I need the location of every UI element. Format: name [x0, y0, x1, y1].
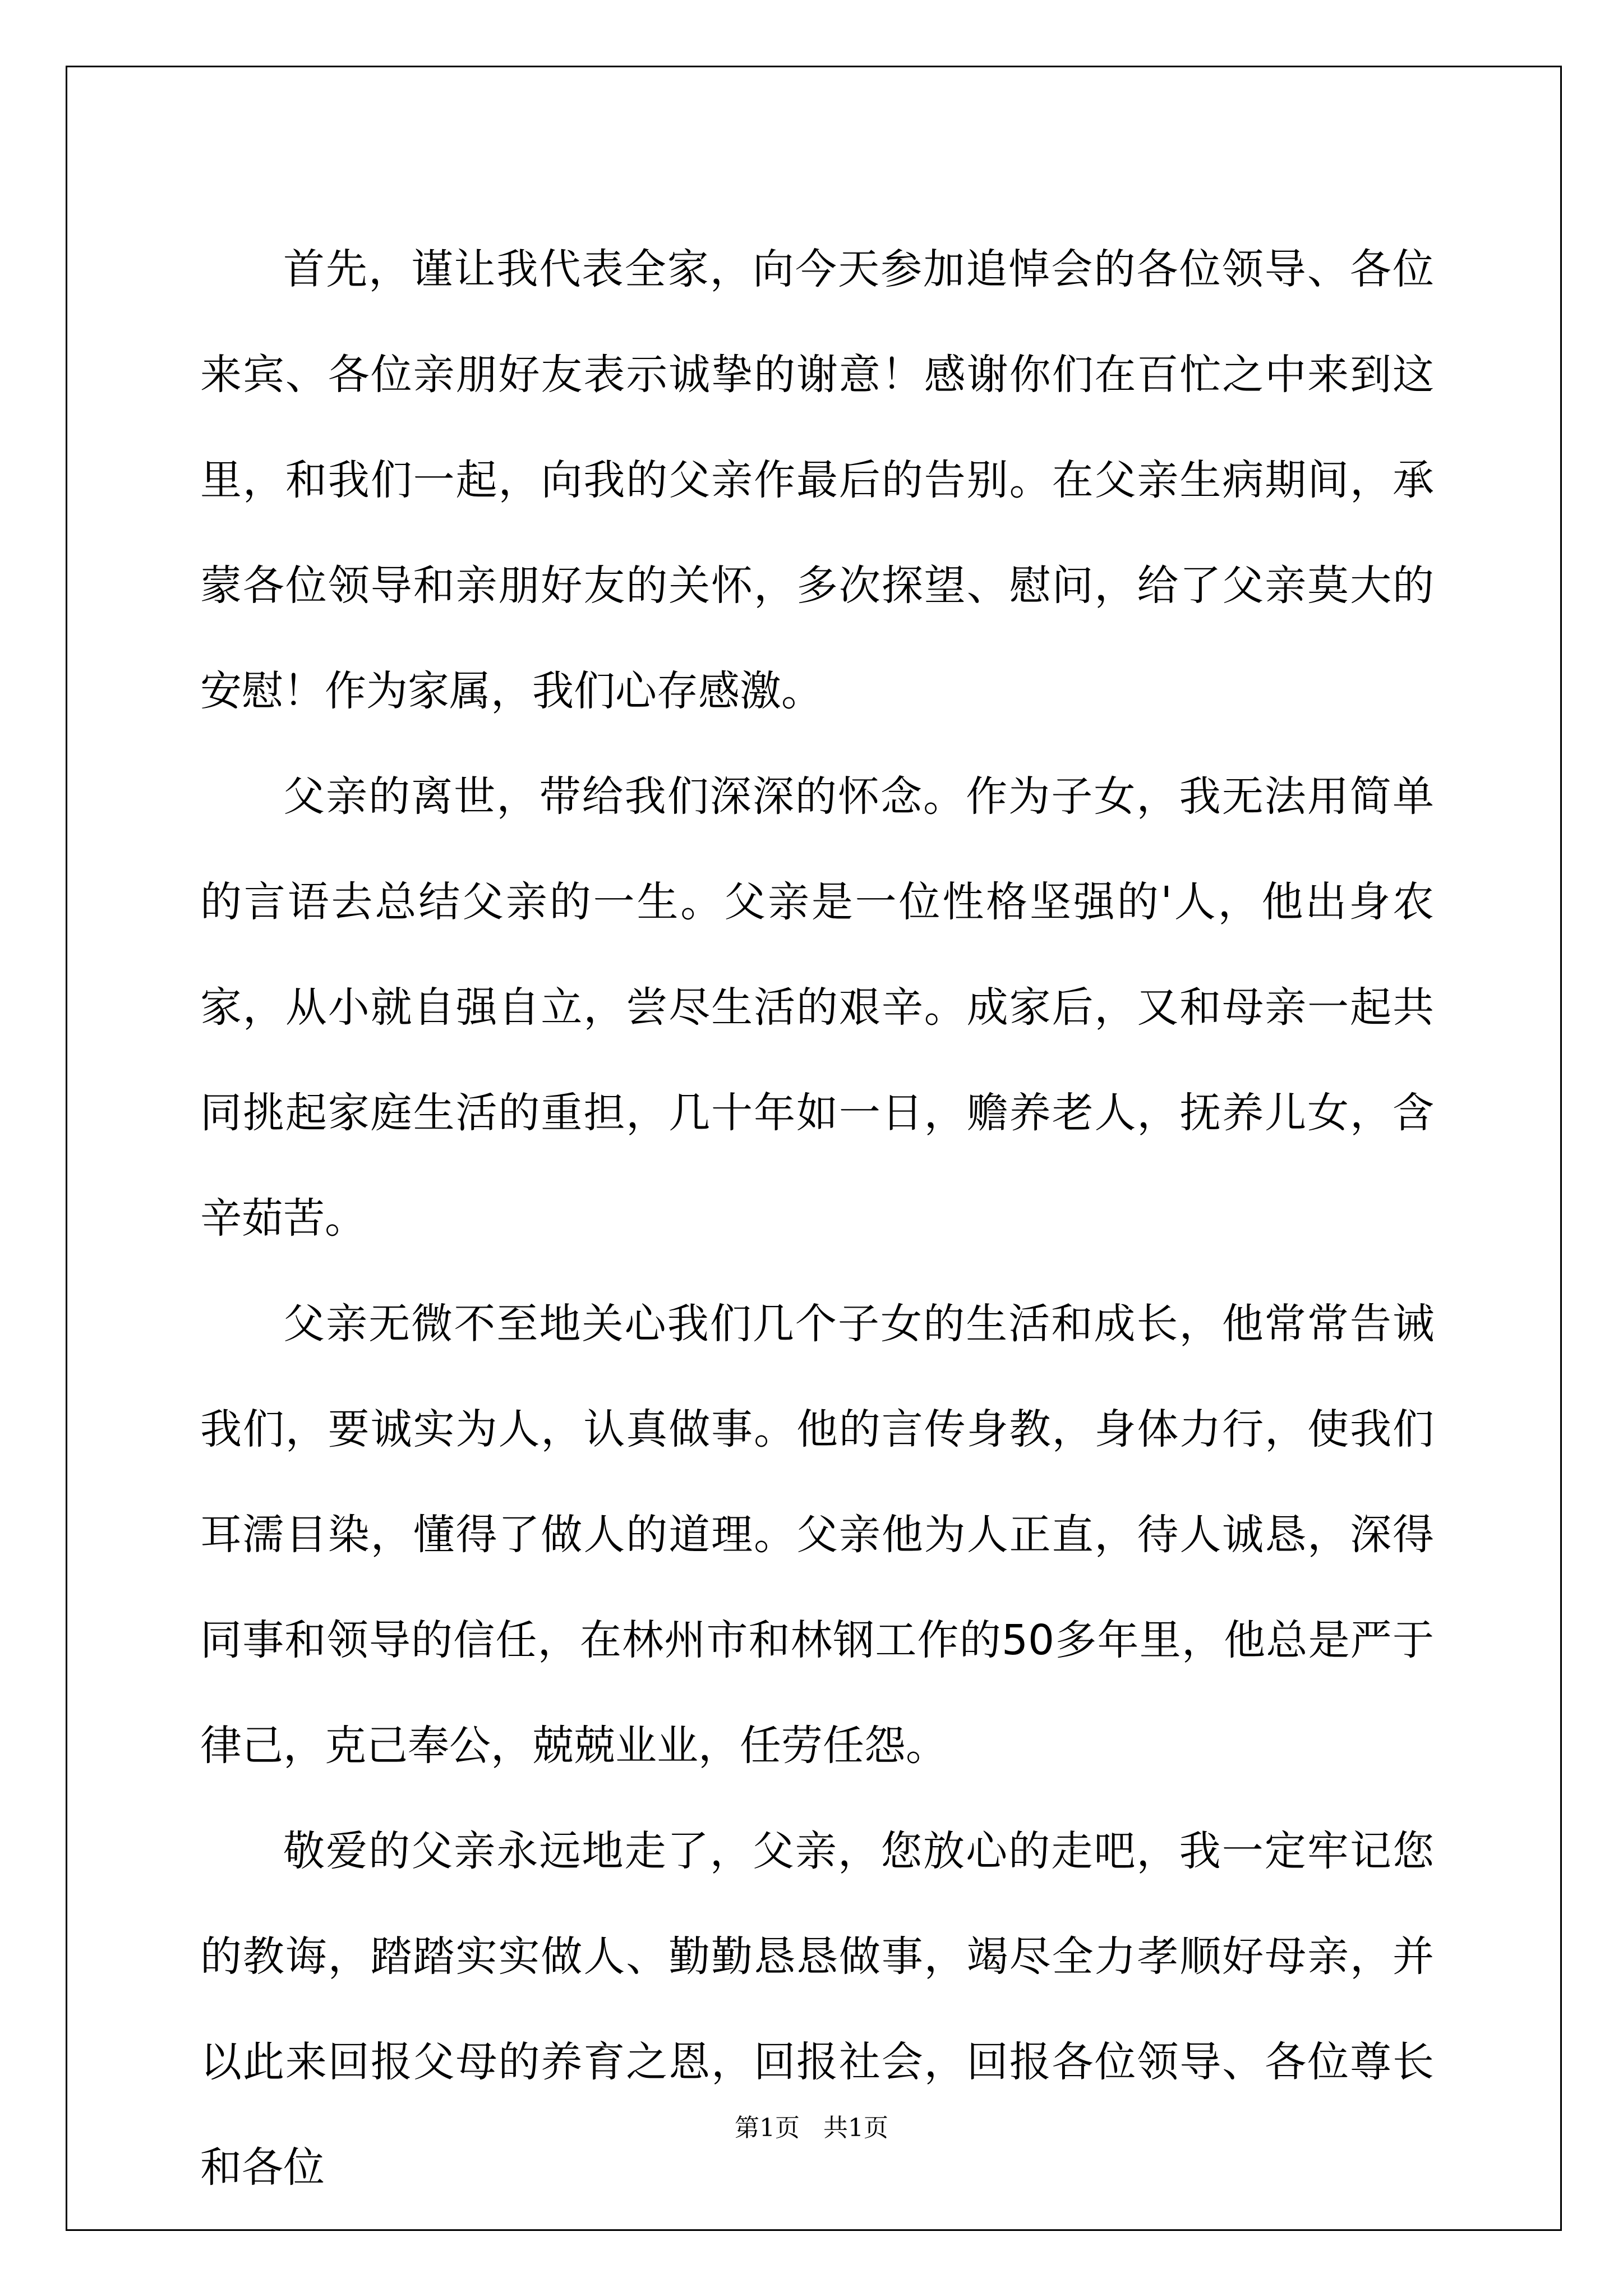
paragraph-1: 首先，谨让我代表全家，向今天参加追悼会的各位领导、各位来宾、各位亲朋好友表示诚挚的谢意！感谢你们在百忙之中来到这里，和我们一起，向我的父亲作最后的告别。在父亲生病期间，承蒙各位领导和亲朋好友的关怀，多次探望、慰问，给了父亲莫大的安慰！作为家属，我们心存感激。 — [200, 245, 1434, 715]
document-body — [200, 217, 1434, 2220]
page-number-footer: 第1页 共1页 — [735, 2114, 888, 2142]
paragraph-3: 父亲无微不至地关心我们几个子女的生活和成长，他常常告诫我们，要诚实为人，认真做事。他的言传身教，身体力行，使我们耳濡目染，懂得了做人的道理。父亲他为人正直，待人诚恳，深得同事和领导的信任，在林州市和林钢工作的50多年里，他总是严于律己，克己奉公，兢兢业业，任劳任怨。 — [200, 1300, 1434, 1770]
paragraph-2: 父亲的离世，带给我们深深的怀念。作为子女，我无法用简单的言语去总结父亲的一生。父亲是一位性格坚强的'人，他出身农家，从小就自强自立，尝尽生活的艰辛。成家后，又和母亲一起共同挑起家庭生活的重担，几十年如一日，赡养老人，抚养儿女，含辛茹苦。 — [200, 772, 1434, 1243]
paragraph-4: 敬爱的父亲永远地走了，父亲，您放心的走吧，我一定牢记您的教诲，踏踏实实做人、勤勤恳恳做事，竭尽全力孝顺好母亲，并以此来回报父母的养育之恩，回报社会，回报各位领导、各位尊长和各位 — [200, 1827, 1434, 2192]
